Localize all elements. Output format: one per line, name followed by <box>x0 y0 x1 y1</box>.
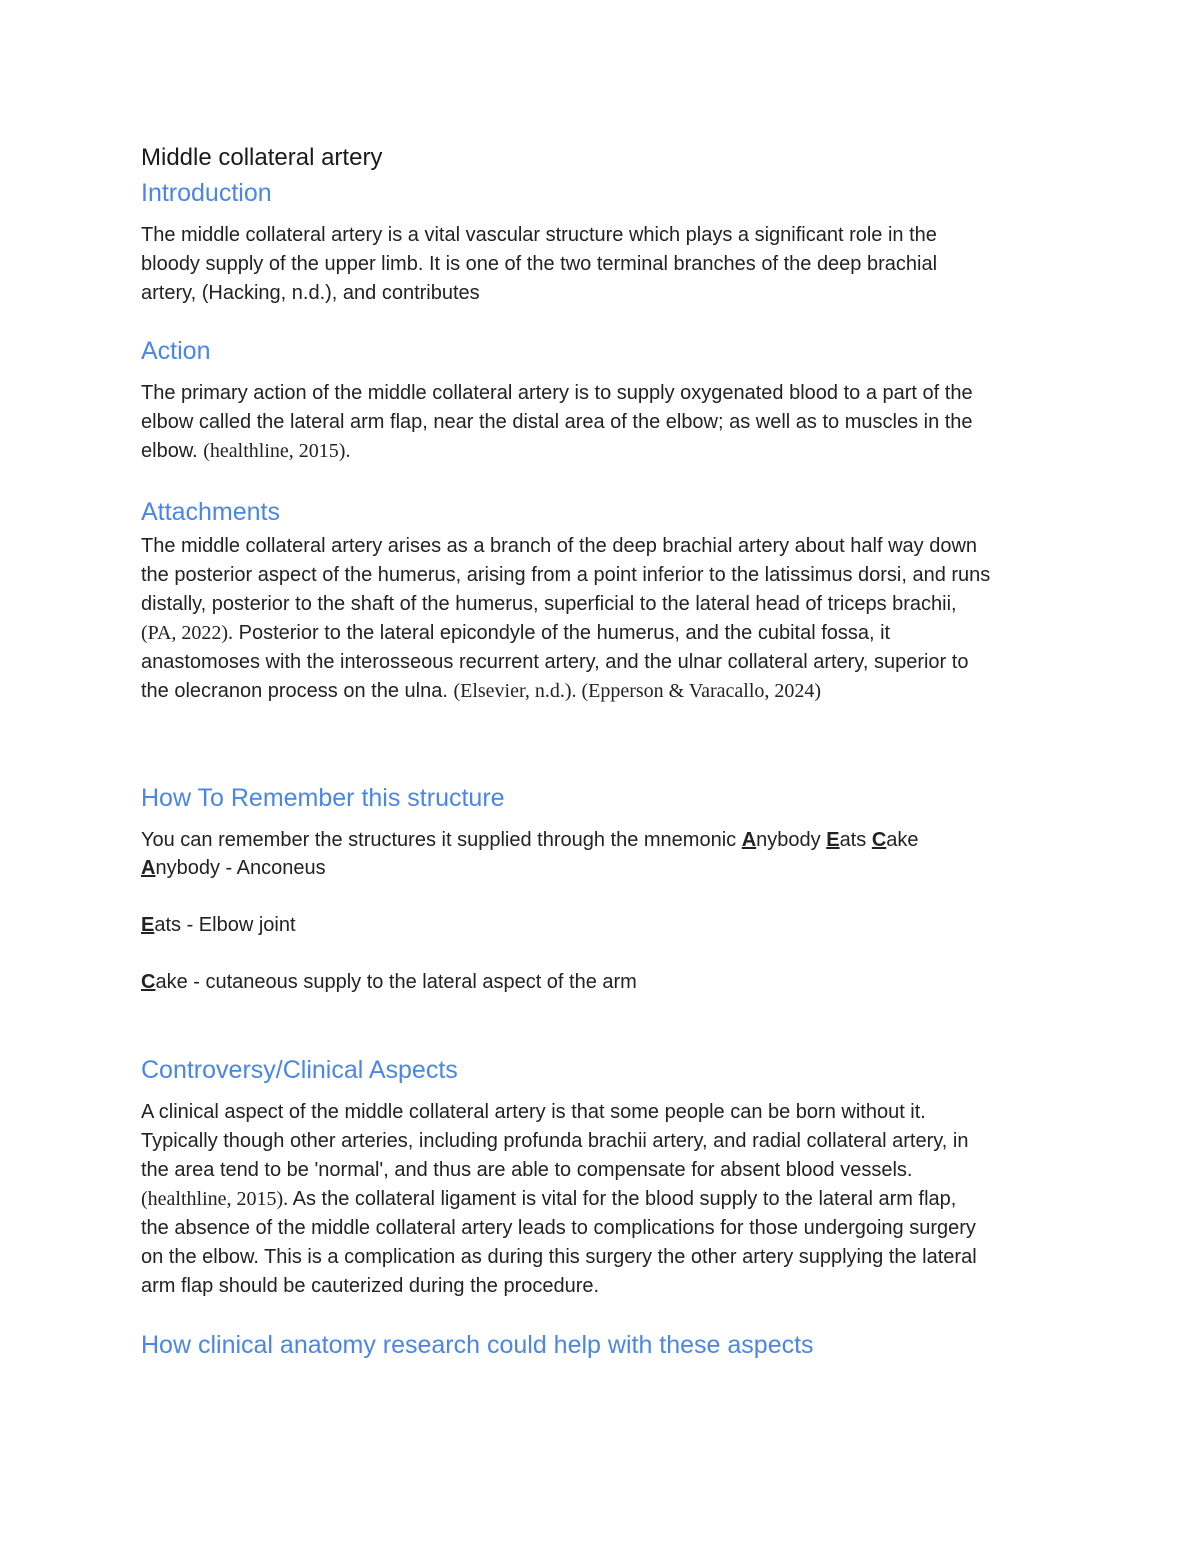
text-line <box>141 1185 1066 1214</box>
text-fragment: ake - cutaneous supply to the lateral aspect of the arm <box>155 971 637 993</box>
paragraph-introduction <box>141 221 1066 308</box>
citation: (healthline, 2015). <box>203 440 351 462</box>
mnemonic-letter: E <box>826 829 840 851</box>
paragraph-action <box>141 379 1066 466</box>
text-line: bloody supply of the upper limb. It is one of the two terminal branches of the deep brachial <box>141 253 938 275</box>
text-fragment: ake <box>886 829 919 851</box>
text-line: anastomoses with the interosseous recurrent artery, and the ulnar collateral artery, superior to <box>141 651 969 673</box>
heading-clinical: Controversy/Clinical Aspects <box>141 1056 458 1084</box>
mnemonic-letter: C <box>141 971 156 993</box>
text-line: the absence of the middle collateral artery leads to complications for those undergoing surgery <box>141 1217 976 1239</box>
mnemonic-item-eats <box>141 911 296 940</box>
text-line: The middle collateral artery is a vital vascular structure which plays a significant role in the <box>141 224 937 246</box>
mnemonic-letter: A <box>141 857 156 879</box>
text-fragment: You can remember the structures it supplied through the mnemonic <box>141 829 742 851</box>
text-line: on the elbow. This is a complication as during this surgery the other artery supplying the lateral <box>141 1246 977 1268</box>
text-fragment: nybody <box>756 829 821 851</box>
text-fragment: elbow. <box>141 440 204 462</box>
text-line: distally, posterior to the shaft of the humerus, superficial to the lateral head of triceps brachii, <box>141 593 957 615</box>
text-fragment: As the collateral ligament is vital for the blood supply to the lateral arm flap, <box>288 1188 957 1210</box>
text-fragment: ats - Elbow joint <box>154 914 296 936</box>
paragraph-attachments <box>141 532 1066 706</box>
text-line <box>141 619 1066 648</box>
heading-attachments: Attachments <box>141 498 280 526</box>
text-line: arm flap should be cauterized during the procedure. <box>141 1275 600 1297</box>
citation: (Elsevier, n.d.). (Epperson & Varacallo, 2024) <box>453 680 822 702</box>
mnemonic-letter: A <box>741 829 757 851</box>
text-line: Typically though other arteries, including profunda brachii artery, and radial collateral artery, in <box>141 1130 969 1152</box>
heading-action: Action <box>141 337 211 365</box>
mnemonic-intro <box>141 826 919 855</box>
citation: (PA, 2022). <box>141 622 234 644</box>
mnemonic-item-cake <box>141 968 637 997</box>
text-line: artery, (Hacking, n.d.), and contributes <box>141 282 480 304</box>
paragraph-clinical <box>141 1098 1066 1301</box>
mnemonic-letter: C <box>871 829 887 851</box>
text-fragment: Posterior to the lateral epicondyle of the humerus, and the cubital fossa, it <box>233 622 891 644</box>
text-line: elbow called the lateral arm flap, near the distal area of the elbow; as well as to muscles in the <box>141 411 973 433</box>
heading-remember: How To Remember this structure <box>141 784 505 812</box>
text-fragment: nybody - Anconeus <box>155 857 326 879</box>
heading-research: How clinical anatomy research could help with these aspects <box>141 1331 814 1359</box>
document-title: Middle collateral artery <box>141 144 383 171</box>
heading-introduction: Introduction <box>141 179 272 207</box>
text-line: A clinical aspect of the middle collateral artery is that some people can be born without it. <box>141 1101 926 1123</box>
mnemonic-item-anybody <box>141 854 326 883</box>
text-fragment: the olecranon process on the ulna. <box>141 680 454 702</box>
text-line: The middle collateral artery arises as a branch of the deep brachial artery about half way down <box>141 535 978 557</box>
text-line: the posterior aspect of the humerus, arising from a point inferior to the latissimus dorsi, and runs <box>141 564 991 586</box>
text-line: The primary action of the middle collateral artery is to supply oxygenated blood to a part of the <box>141 382 973 404</box>
mnemonic-letter: E <box>141 914 155 936</box>
text-fragment: ats <box>839 829 867 851</box>
text-line: the area tend to be 'normal', and thus are able to compensate for absent blood vessels. <box>141 1159 913 1181</box>
text-line <box>141 437 1066 466</box>
citation: (healthline, 2015). <box>141 1188 289 1210</box>
text-line <box>141 677 1066 706</box>
